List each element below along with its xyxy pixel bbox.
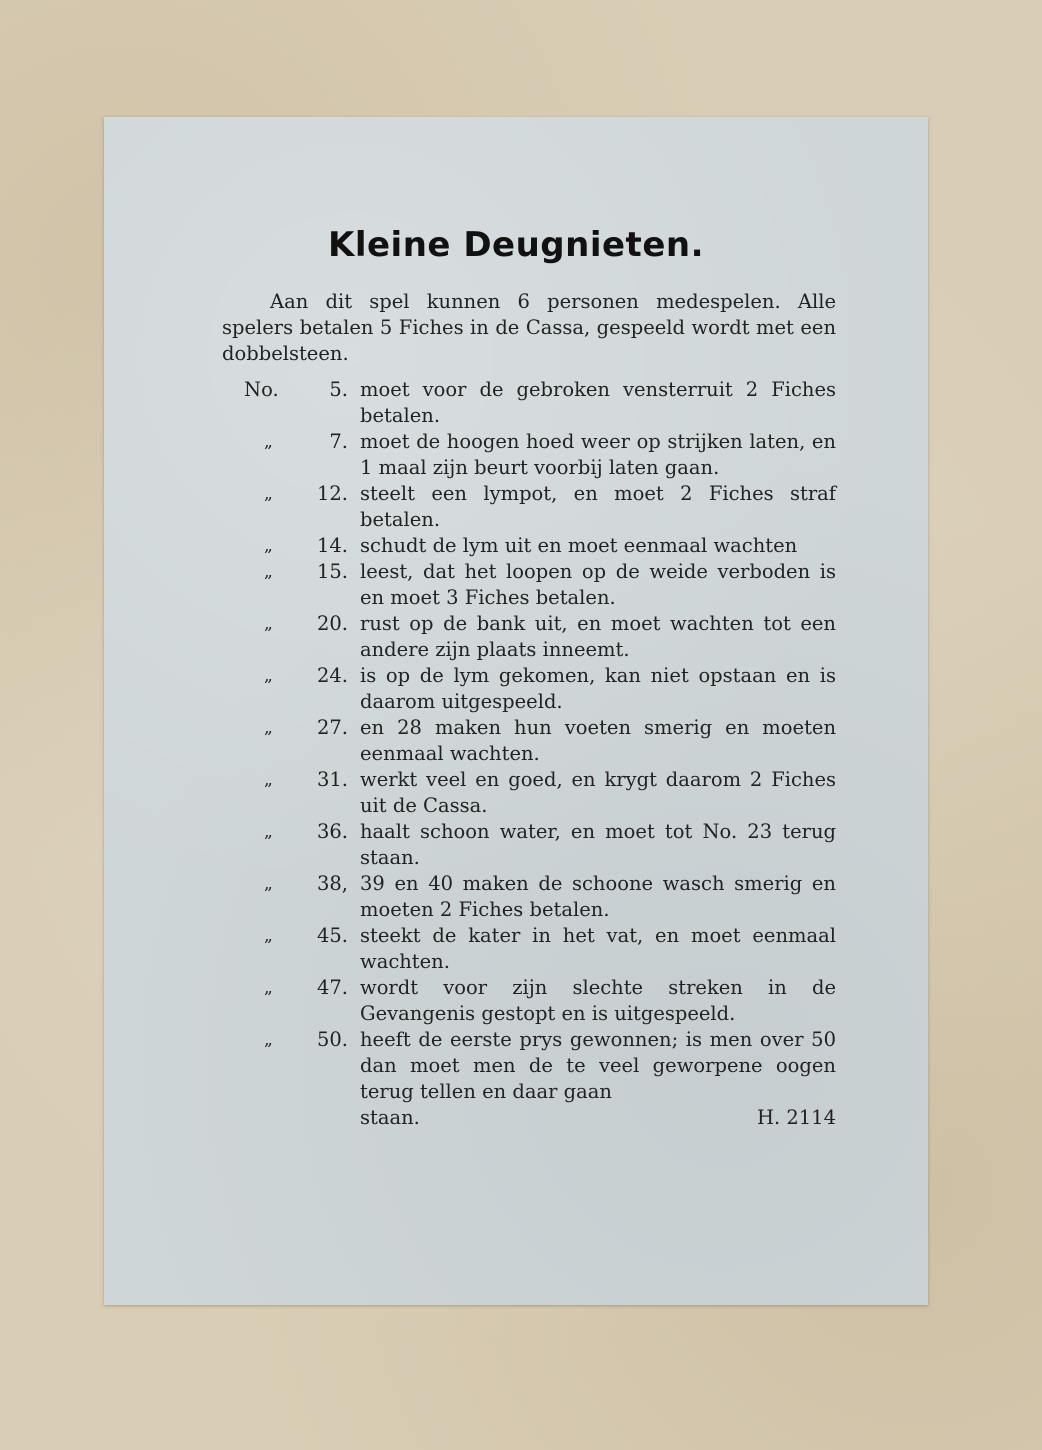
print-code: H. 2114 (756, 1106, 836, 1129)
rule-text: haalt schoon water, en moet tot No. 23 terug staan. (360, 820, 836, 869)
ditto-mark: „ (264, 926, 273, 946)
rule-text: steekt de kater in het vat, en moet eenmaal wachten. (360, 924, 836, 973)
ditto-mark: „ (264, 432, 273, 452)
rule-number: 12. (316, 482, 348, 505)
rule-number: 14. (316, 534, 348, 557)
rule-text: heeft de eerste prys gewonnen; is men over 50 dan moet men de te veel geworpene oogen terug tellen en daar gaan (360, 1028, 836, 1103)
rules-list (244, 377, 836, 1131)
ditto-mark: „ (264, 666, 273, 686)
rule-number: 7. (329, 430, 348, 453)
rule-text: schudt de lym uit en moet eenmaal wachten (360, 534, 798, 557)
rule-item (244, 533, 836, 559)
rule-number: 38, (316, 872, 348, 895)
rule-item (244, 767, 836, 819)
ditto-mark: „ (264, 614, 273, 634)
rule-number: 20. (316, 612, 348, 635)
rule-item (244, 975, 836, 1027)
rule-text-block (360, 1027, 836, 1131)
ditto-mark: „ (264, 1030, 273, 1050)
rule-text: moet de hoogen hoed weer op strijken laten, en 1 maal zijn beurt voorbij laten gaan. (360, 430, 836, 479)
ditto-mark: „ (264, 562, 273, 582)
rule-item (244, 559, 836, 611)
ditto-mark: „ (264, 484, 273, 504)
rule-number: 27. (316, 716, 348, 739)
ditto-mark: „ (264, 822, 273, 842)
rule-number: 36. (316, 820, 348, 843)
rule-text: werkt veel en goed, en krygt daarom 2 Fiches uit de Cassa. (360, 768, 836, 817)
rule-number: 15. (316, 560, 348, 583)
rule-text: 39 en 40 maken de schoone wasch smerig en moeten 2 Fiches betalen. (360, 872, 836, 921)
rule-text: is op de lym gekomen, kan niet opstaan en is daarom uitgespeeld. (360, 664, 836, 713)
rule-item (244, 715, 836, 767)
game-rules-sheet (104, 117, 928, 1305)
rule-item (244, 819, 836, 871)
ditto-mark: „ (264, 718, 273, 738)
ditto-mark: „ (264, 536, 273, 556)
rule-item (244, 871, 836, 923)
rule-item (244, 923, 836, 975)
ditto-mark: „ (264, 770, 273, 790)
rule-text: rust op de bank uit, en moet wachten tot een andere zijn plaats inneemt. (360, 612, 836, 661)
rule-text: leest, dat het loopen op de weide verboden is en moet 3 Fiches betalen. (360, 560, 836, 609)
rule-text: wordt voor zijn slechte streken in de Gevangenis gestopt en is uitgespeeld. (360, 976, 836, 1025)
rule-number: 50. (316, 1028, 348, 1051)
rule-item (244, 429, 836, 481)
rule-prefix: No. (244, 378, 279, 401)
rule-item (244, 1027, 836, 1131)
rule-text: en 28 maken hun voeten smerig en moeten eenmaal wachten. (360, 716, 836, 765)
ditto-mark: „ (264, 978, 273, 998)
rule-item (244, 377, 836, 429)
rule-number: 5. (329, 378, 348, 401)
rule-number: 47. (316, 976, 348, 999)
rule-text: steelt een lympot, en moet 2 Fiches straf betalen. (360, 482, 836, 531)
ditto-mark: „ (264, 874, 273, 894)
rule-item (244, 481, 836, 533)
final-word: staan. (360, 1106, 420, 1129)
intro-paragraph: Aan dit spel kunnen 6 personen medespelen. Alle spelers betalen 5 Fiches in de Cassa, gespeeld wordt met een dobbelsteen. (222, 290, 836, 365)
rule-item (244, 611, 836, 663)
rule-number: 45. (316, 924, 348, 947)
rule-number: 24. (316, 664, 348, 687)
rule-number: 31. (316, 768, 348, 791)
rule-text: moet voor de gebroken vensterruit 2 Fiches betalen. (360, 378, 836, 427)
final-line (360, 1105, 836, 1131)
rule-item (244, 663, 836, 715)
page-title: Kleine Deugnieten. (328, 225, 704, 265)
